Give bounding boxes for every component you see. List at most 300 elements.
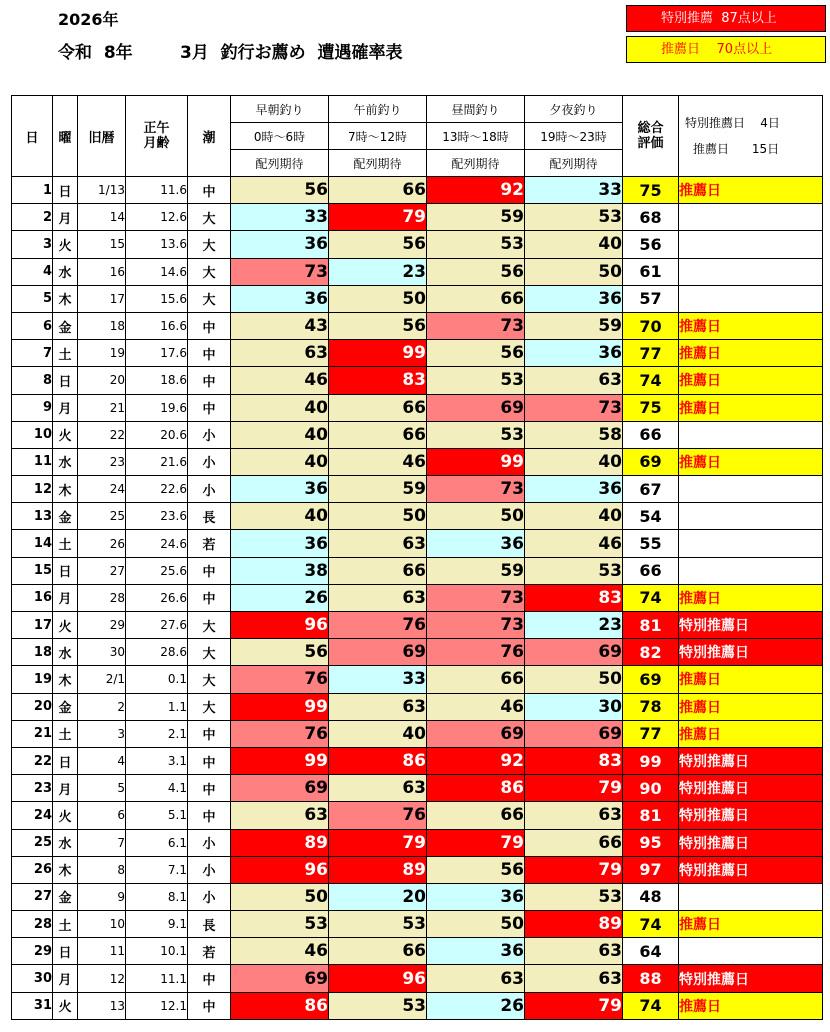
period-score-cell: 63 <box>427 965 525 992</box>
moon-age-cell: 5.1 <box>126 802 188 829</box>
period-score-cell: 66 <box>525 829 623 856</box>
moon-age-cell: 6.1 <box>126 829 188 856</box>
period-score-cell: 86 <box>231 992 329 1019</box>
period-score-cell: 50 <box>231 883 329 910</box>
weekday-cell: 月 <box>53 775 78 802</box>
period-score-cell: 69 <box>525 639 623 666</box>
period-score-cell: 53 <box>427 367 525 394</box>
weekday-cell: 月 <box>53 965 78 992</box>
tide-cell: 大 <box>188 666 231 693</box>
period-score-cell: 50 <box>525 258 623 285</box>
period-score-cell: 43 <box>231 312 329 339</box>
lunar-date-cell: 24 <box>78 476 126 503</box>
total-score-cell: 81 <box>623 612 679 639</box>
total-score-cell: 54 <box>623 503 679 530</box>
period-score-cell: 58 <box>525 421 623 448</box>
recommendation-cell: 推薦日 <box>679 911 823 938</box>
day-cell: 26 <box>12 856 53 883</box>
weekday-cell: 金 <box>53 503 78 530</box>
moon-age-cell: 27.6 <box>126 612 188 639</box>
period-score-cell: 63 <box>329 775 427 802</box>
total-score-cell: 55 <box>623 530 679 557</box>
moon-age-cell: 10.1 <box>126 938 188 965</box>
period-score-cell: 36 <box>231 285 329 312</box>
recommendation-cell: 推薦日 <box>679 666 823 693</box>
lunar-date-cell: 28 <box>78 584 126 611</box>
tide-cell: 中 <box>188 775 231 802</box>
tide-cell: 中 <box>188 802 231 829</box>
weekday-cell: 日 <box>53 557 78 584</box>
period-score-cell: 76 <box>427 639 525 666</box>
table-row <box>12 557 823 584</box>
period-score-cell: 46 <box>427 693 525 720</box>
table-row <box>12 177 823 204</box>
period-score-cell: 50 <box>427 911 525 938</box>
lunar-date-cell: 5 <box>78 775 126 802</box>
summary-cell <box>679 96 823 177</box>
period-score-cell: 23 <box>329 258 427 285</box>
lunar-date-cell: 14 <box>78 204 126 231</box>
period-score-cell: 99 <box>427 448 525 475</box>
total-score-cell: 77 <box>623 720 679 747</box>
period-score-cell: 96 <box>329 965 427 992</box>
day-cell: 31 <box>12 992 53 1019</box>
moon-age-cell: 21.6 <box>126 448 188 475</box>
day-cell: 18 <box>12 639 53 666</box>
tide-cell: 小 <box>188 856 231 883</box>
period-score-cell: 36 <box>231 530 329 557</box>
recommendation-cell <box>679 557 823 584</box>
recommendation-cell: 推薦日 <box>679 394 823 421</box>
period-name-header: 午前釣り <box>329 96 427 123</box>
period-score-cell: 63 <box>329 693 427 720</box>
period-hours-header: 0時～6時 <box>231 123 329 150</box>
lunar-date-cell: 1/13 <box>78 177 126 204</box>
table-row <box>12 448 823 475</box>
lunar-date-cell: 8 <box>78 856 126 883</box>
period-score-cell: 69 <box>427 720 525 747</box>
recommendation-cell: 特別推薦日 <box>679 856 823 883</box>
total-score-cell: 56 <box>623 231 679 258</box>
period-score-cell: 56 <box>231 639 329 666</box>
lunar-date-cell: 21 <box>78 394 126 421</box>
period-score-cell: 86 <box>329 747 427 774</box>
period-name-header: 早朝釣り <box>231 96 329 123</box>
moon-age-cell: 1.1 <box>126 693 188 720</box>
day-cell: 22 <box>12 747 53 774</box>
period-score-cell: 66 <box>329 938 427 965</box>
total-score-cell: 68 <box>623 204 679 231</box>
period-score-cell: 33 <box>329 666 427 693</box>
lunar-date-cell: 26 <box>78 530 126 557</box>
moon-age-cell: 11.6 <box>126 177 188 204</box>
day-cell: 20 <box>12 693 53 720</box>
period-score-cell: 73 <box>427 312 525 339</box>
lunar-date-cell: 10 <box>78 911 126 938</box>
period-name-header: 夕夜釣り <box>525 96 623 123</box>
weekday-cell: 火 <box>53 802 78 829</box>
lunar-date-cell: 29 <box>78 612 126 639</box>
weekday-cell: 水 <box>53 639 78 666</box>
col-day-header: 日 <box>12 96 53 177</box>
lunar-date-cell: 12 <box>78 965 126 992</box>
day-cell: 12 <box>12 476 53 503</box>
weekday-cell: 火 <box>53 231 78 258</box>
day-cell: 2 <box>12 204 53 231</box>
weekday-cell: 水 <box>53 829 78 856</box>
period-score-cell: 23 <box>525 612 623 639</box>
lunar-date-cell: 3 <box>78 720 126 747</box>
period-score-cell: 73 <box>427 584 525 611</box>
day-cell: 4 <box>12 258 53 285</box>
table-row <box>12 204 823 231</box>
tide-cell: 小 <box>188 421 231 448</box>
recommendation-cell: 推薦日 <box>679 992 823 1019</box>
moon-age-cell: 12.6 <box>126 204 188 231</box>
period-score-cell: 66 <box>427 285 525 312</box>
tide-cell: 中 <box>188 747 231 774</box>
period-score-cell: 99 <box>329 340 427 367</box>
lunar-date-cell: 13 <box>78 992 126 1019</box>
total-score-cell: 88 <box>623 965 679 992</box>
period-score-cell: 40 <box>329 720 427 747</box>
total-score-cell: 75 <box>623 394 679 421</box>
recommendation-cell <box>679 421 823 448</box>
day-cell: 19 <box>12 666 53 693</box>
period-score-cell: 33 <box>525 177 623 204</box>
recommendation-cell <box>679 530 823 557</box>
day-cell: 21 <box>12 720 53 747</box>
table-row <box>12 394 823 421</box>
tide-cell: 大 <box>188 612 231 639</box>
period-score-cell: 33 <box>231 204 329 231</box>
lunar-date-cell: 2 <box>78 693 126 720</box>
tide-cell: 長 <box>188 503 231 530</box>
col-tide-header: 潮 <box>188 96 231 177</box>
period-score-cell: 73 <box>427 476 525 503</box>
col-weekday-header: 曜 <box>53 96 78 177</box>
total-score-cell: 75 <box>623 177 679 204</box>
period-name-header: 昼間釣り <box>427 96 525 123</box>
weekday-cell: 火 <box>53 421 78 448</box>
period-score-cell: 89 <box>231 829 329 856</box>
period-score-cell: 59 <box>525 312 623 339</box>
day-cell: 27 <box>12 883 53 910</box>
table-row <box>12 856 823 883</box>
period-score-cell: 73 <box>231 258 329 285</box>
total-score-cell: 82 <box>623 639 679 666</box>
period-score-cell: 36 <box>231 476 329 503</box>
table-row <box>12 802 823 829</box>
day-cell: 15 <box>12 557 53 584</box>
period-sub-header: 配列期待 <box>231 150 329 177</box>
total-score-cell: 78 <box>623 693 679 720</box>
table-row <box>12 258 823 285</box>
table-row <box>12 883 823 910</box>
period-score-cell: 50 <box>329 503 427 530</box>
period-score-cell: 83 <box>329 367 427 394</box>
col-total-header: 総合 評価 <box>623 96 679 177</box>
period-score-cell: 46 <box>231 367 329 394</box>
lunar-date-cell: 19 <box>78 340 126 367</box>
table-row <box>12 775 823 802</box>
lunar-date-cell: 7 <box>78 829 126 856</box>
moon-age-cell: 25.6 <box>126 557 188 584</box>
weekday-cell: 土 <box>53 720 78 747</box>
tide-cell: 中 <box>188 584 231 611</box>
period-score-cell: 36 <box>427 530 525 557</box>
moon-age-cell: 13.6 <box>126 231 188 258</box>
period-score-cell: 83 <box>525 584 623 611</box>
table-body <box>12 177 823 1020</box>
period-score-cell: 36 <box>427 938 525 965</box>
period-score-cell: 96 <box>231 856 329 883</box>
period-score-cell: 66 <box>329 557 427 584</box>
lunar-date-cell: 30 <box>78 639 126 666</box>
weekday-cell: 土 <box>53 911 78 938</box>
tide-cell: 中 <box>188 720 231 747</box>
table-row <box>12 829 823 856</box>
period-score-cell: 79 <box>329 829 427 856</box>
period-hours-header: 7時～12時 <box>329 123 427 150</box>
period-score-cell: 99 <box>231 693 329 720</box>
tide-cell: 大 <box>188 693 231 720</box>
period-score-cell: 76 <box>329 802 427 829</box>
day-cell: 24 <box>12 802 53 829</box>
period-score-cell: 63 <box>231 802 329 829</box>
period-score-cell: 92 <box>427 177 525 204</box>
table-row <box>12 639 823 666</box>
table-row <box>12 340 823 367</box>
period-score-cell: 76 <box>329 612 427 639</box>
period-score-cell: 63 <box>329 530 427 557</box>
period-score-cell: 79 <box>525 775 623 802</box>
legend-special: 特別推薦 87点以上 <box>626 5 826 32</box>
moon-age-cell: 24.6 <box>126 530 188 557</box>
weekday-cell: 火 <box>53 612 78 639</box>
day-cell: 1 <box>12 177 53 204</box>
table-row <box>12 312 823 339</box>
period-hours-header: 19時～23時 <box>525 123 623 150</box>
day-cell: 17 <box>12 612 53 639</box>
moon-age-cell: 20.6 <box>126 421 188 448</box>
period-score-cell: 40 <box>231 448 329 475</box>
period-score-cell: 46 <box>329 448 427 475</box>
period-score-cell: 40 <box>231 394 329 421</box>
tide-cell: 大 <box>188 639 231 666</box>
period-sub-header: 配列期待 <box>427 150 525 177</box>
day-cell: 16 <box>12 584 53 611</box>
period-score-cell: 38 <box>231 557 329 584</box>
lunar-date-cell: 20 <box>78 367 126 394</box>
table-row <box>12 992 823 1019</box>
period-score-cell: 50 <box>329 285 427 312</box>
tide-cell: 大 <box>188 258 231 285</box>
period-score-cell: 69 <box>427 394 525 421</box>
period-score-cell: 86 <box>427 775 525 802</box>
moon-age-cell: 11.1 <box>126 965 188 992</box>
period-score-cell: 89 <box>525 911 623 938</box>
recommendation-cell: 推薦日 <box>679 584 823 611</box>
period-score-cell: 63 <box>525 938 623 965</box>
total-score-cell: 99 <box>623 747 679 774</box>
total-score-cell: 74 <box>623 911 679 938</box>
day-cell: 28 <box>12 911 53 938</box>
table-row <box>12 285 823 312</box>
weekday-cell: 月 <box>53 394 78 421</box>
moon-age-cell: 15.6 <box>126 285 188 312</box>
total-score-cell: 95 <box>623 829 679 856</box>
period-score-cell: 30 <box>525 693 623 720</box>
lunar-date-cell: 15 <box>78 231 126 258</box>
period-score-cell: 56 <box>231 177 329 204</box>
weekday-cell: 日 <box>53 367 78 394</box>
weekday-cell: 木 <box>53 856 78 883</box>
period-score-cell: 36 <box>525 340 623 367</box>
period-score-cell: 92 <box>427 747 525 774</box>
table-row <box>12 666 823 693</box>
tide-cell: 小 <box>188 883 231 910</box>
period-score-cell: 63 <box>329 584 427 611</box>
period-score-cell: 56 <box>427 258 525 285</box>
weekday-cell: 土 <box>53 530 78 557</box>
period-score-cell: 66 <box>329 394 427 421</box>
summary-special-count: 特別推薦日 4日 <box>685 116 780 130</box>
period-score-cell: 56 <box>329 231 427 258</box>
day-cell: 8 <box>12 367 53 394</box>
period-score-cell: 53 <box>525 557 623 584</box>
period-score-cell: 56 <box>427 856 525 883</box>
lunar-date-cell: 22 <box>78 421 126 448</box>
moon-age-cell: 9.1 <box>126 911 188 938</box>
tide-cell: 中 <box>188 965 231 992</box>
moon-age-cell: 22.6 <box>126 476 188 503</box>
period-score-cell: 36 <box>525 285 623 312</box>
page-title: 令和 8年 3月 釣行お薦め 遭遇確率表 <box>58 43 403 63</box>
table-row <box>12 693 823 720</box>
period-score-cell: 69 <box>525 720 623 747</box>
period-score-cell: 79 <box>427 829 525 856</box>
period-score-cell: 40 <box>525 448 623 475</box>
period-score-cell: 76 <box>231 720 329 747</box>
period-score-cell: 53 <box>329 992 427 1019</box>
day-cell: 29 <box>12 938 53 965</box>
recommendation-cell: 特別推薦日 <box>679 639 823 666</box>
tide-cell: 中 <box>188 312 231 339</box>
moon-age-cell: 3.1 <box>126 747 188 774</box>
period-score-cell: 59 <box>427 204 525 231</box>
day-cell: 10 <box>12 421 53 448</box>
period-score-cell: 53 <box>329 911 427 938</box>
period-score-cell: 53 <box>525 883 623 910</box>
legend-recommended: 推薦日 70点以上 <box>626 36 826 63</box>
tide-cell: 中 <box>188 367 231 394</box>
recommendation-cell: 特別推薦日 <box>679 775 823 802</box>
col-lunar-header: 旧暦 <box>78 96 126 177</box>
day-cell: 11 <box>12 448 53 475</box>
total-score-cell: 74 <box>623 992 679 1019</box>
recommendation-cell: 推薦日 <box>679 367 823 394</box>
table-row <box>12 938 823 965</box>
summary-recommended-count: 推薦日 15日 <box>693 142 780 156</box>
weekday-cell: 月 <box>53 204 78 231</box>
total-score-cell: 97 <box>623 856 679 883</box>
recommendation-cell <box>679 883 823 910</box>
probability-table <box>11 95 823 1020</box>
period-score-cell: 66 <box>427 802 525 829</box>
col-moon-age-header: 正午 月齢 <box>126 96 188 177</box>
day-cell: 5 <box>12 285 53 312</box>
tide-cell: 中 <box>188 394 231 421</box>
recommendation-cell: 推薦日 <box>679 177 823 204</box>
recommendation-cell <box>679 938 823 965</box>
period-score-cell: 96 <box>231 612 329 639</box>
recommendation-cell <box>679 476 823 503</box>
weekday-cell: 水 <box>53 448 78 475</box>
total-score-cell: 90 <box>623 775 679 802</box>
table-row <box>12 584 823 611</box>
weekday-cell: 日 <box>53 177 78 204</box>
day-cell: 3 <box>12 231 53 258</box>
recommendation-cell: 特別推薦日 <box>679 965 823 992</box>
period-score-cell: 63 <box>231 340 329 367</box>
moon-age-cell: 28.6 <box>126 639 188 666</box>
period-score-cell: 36 <box>525 476 623 503</box>
tide-cell: 小 <box>188 476 231 503</box>
lunar-date-cell: 18 <box>78 312 126 339</box>
year-label: 2026年 <box>58 10 119 29</box>
lunar-date-cell: 27 <box>78 557 126 584</box>
tide-cell: 大 <box>188 285 231 312</box>
recommendation-cell: 特別推薦日 <box>679 802 823 829</box>
period-score-cell: 73 <box>525 394 623 421</box>
recommendation-cell: 推薦日 <box>679 312 823 339</box>
table-row <box>12 231 823 258</box>
period-score-cell: 73 <box>427 612 525 639</box>
period-hours-header: 13時～18時 <box>427 123 525 150</box>
period-score-cell: 26 <box>427 992 525 1019</box>
total-score-cell: 66 <box>623 557 679 584</box>
total-score-cell: 57 <box>623 285 679 312</box>
tide-cell: 中 <box>188 340 231 367</box>
period-score-cell: 20 <box>329 883 427 910</box>
period-score-cell: 89 <box>329 856 427 883</box>
period-score-cell: 66 <box>427 666 525 693</box>
period-score-cell: 53 <box>427 421 525 448</box>
moon-age-cell: 17.6 <box>126 340 188 367</box>
period-score-cell: 36 <box>427 883 525 910</box>
period-score-cell: 79 <box>329 204 427 231</box>
table-row <box>12 421 823 448</box>
period-score-cell: 46 <box>231 938 329 965</box>
weekday-cell: 金 <box>53 312 78 339</box>
day-cell: 7 <box>12 340 53 367</box>
weekday-cell: 金 <box>53 693 78 720</box>
table-row <box>12 476 823 503</box>
period-score-cell: 46 <box>525 530 623 557</box>
period-score-cell: 63 <box>525 367 623 394</box>
day-cell: 30 <box>12 965 53 992</box>
moon-age-cell: 8.1 <box>126 883 188 910</box>
lunar-date-cell: 25 <box>78 503 126 530</box>
period-score-cell: 69 <box>231 775 329 802</box>
total-score-cell: 77 <box>623 340 679 367</box>
recommendation-cell <box>679 285 823 312</box>
total-score-cell: 48 <box>623 883 679 910</box>
moon-age-cell: 4.1 <box>126 775 188 802</box>
lunar-date-cell: 23 <box>78 448 126 475</box>
period-score-cell: 69 <box>329 639 427 666</box>
